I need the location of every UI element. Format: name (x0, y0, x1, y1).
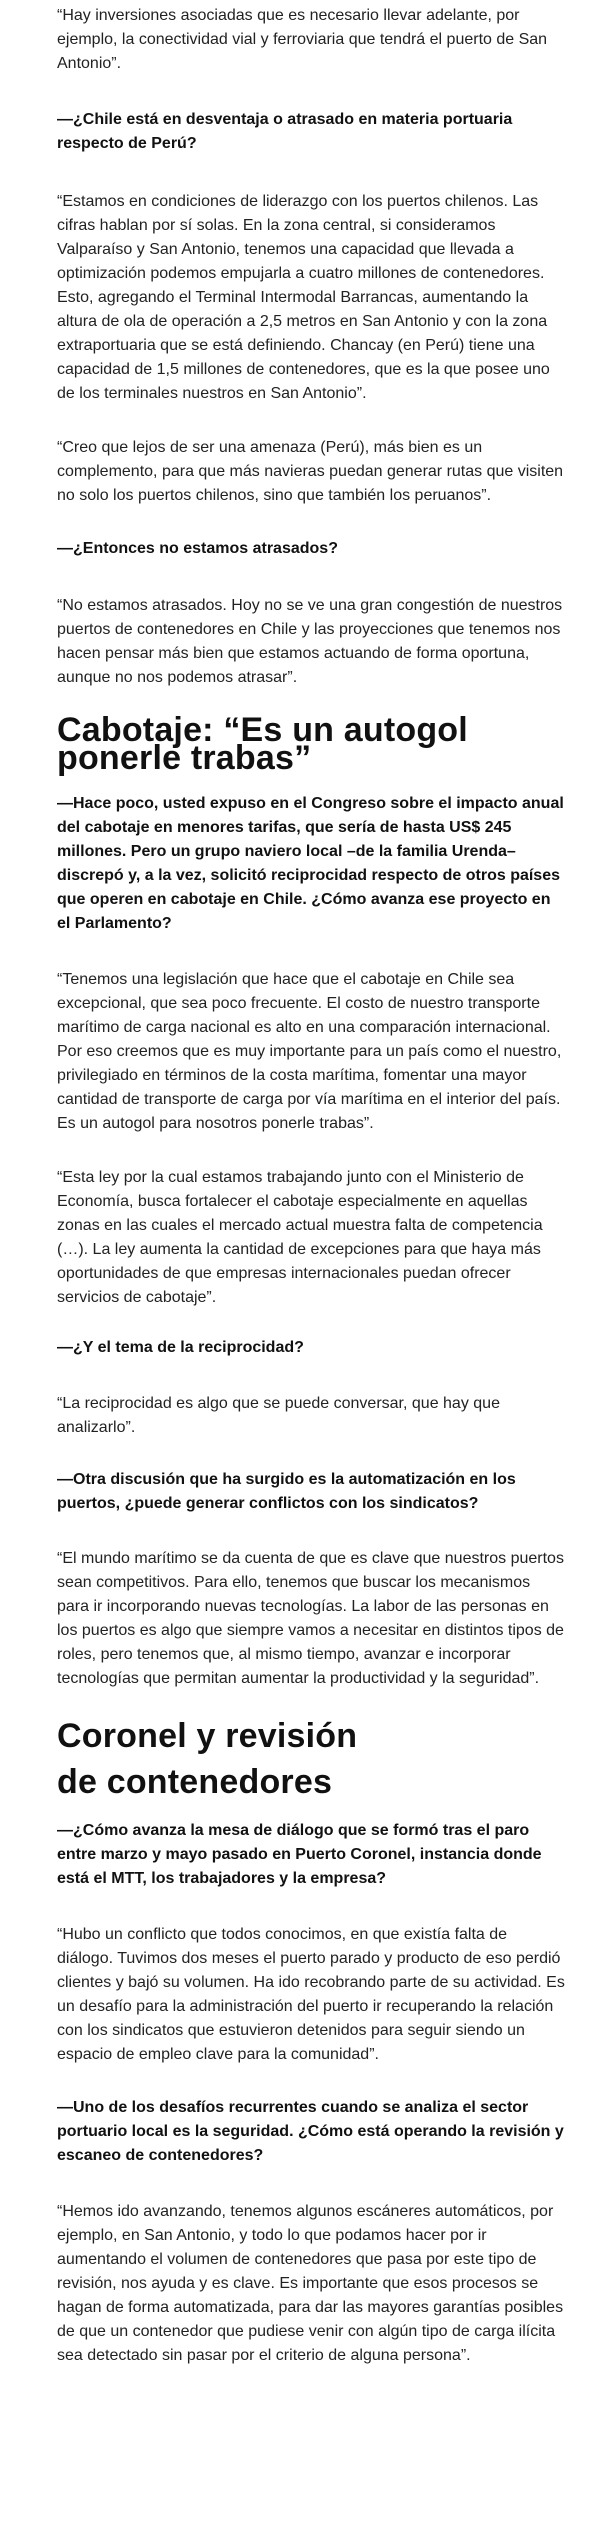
paragraph-mundo-maritimo: “El mundo marítimo se da cuenta de que es clave que nuestros puertos sean competitivos. Para ello, tenemos que buscar los mecanismos para ir incorporando nuevas tecnologías. La labor de las personas en los puertos es algo que siempre vamos a necesitar en distintos tipos de roles, pero tenemos que, al mismo tiempo, avanzar e incorporar tecnologías que permitan aumentar la productividad y la seguridad”. (57, 1550, 564, 1687)
question-desventaja-peru: —¿Chile está en desventaja o atrasado en materia portuaria respecto de Perú? (57, 111, 513, 152)
paragraph-escaneres: “Hemos ido avanzando, tenemos algunos escáneres automáticos, por ejemplo, en San Antonio, y todo lo que podamos hacer por ir aumentando el volumen de contenedores que pasa por este tipo de revisión, nos ayuda y es clave. Es importante que esos procesos se hagan de forma automatizada, para dar las mayores garantías posibles de que un contenedor que pudiese venir con algún tipo de carga ilícita sea detectado sin pasar por el criterio de alguna persona”. (57, 2203, 564, 2364)
question-automatizacion: —Otra discusión que ha surgido es la automatización en los puertos, ¿puede generar conflictos con los sindicatos? (57, 1471, 516, 1512)
paragraph-conflicto-coronel: “Hubo un conflicto que todos conocimos, en que existía falta de diálogo. Tuvimos dos meses el puerto parado y producto de eso perdió clientes y bajó su volumen. Ha ido recobrando parte de su actividad. Es un desafío para la administración del puerto ir recuperando la relación con los sindicatos que estuvieron detenidos para seguir siendo un espacio de empleo clave para la comunidad”. (57, 1926, 565, 2063)
question-reciprocidad: —¿Y el tema de la reciprocidad? (57, 1339, 304, 1356)
paragraph-ley-economia: “Esta ley por la cual estamos trabajando junto con el Ministerio de Economía, busca fortalecer el cabotaje especialmente en aquellas zonas en las cuales el mercado actual muestra falta de competencia (…). La ley aumenta la cantidad de excepciones para que haya más oportunidades de que empresas internacionales puedan ofrecer servicios de cabotaje”. (57, 1169, 543, 1306)
question-cabotaje-congreso: —Hace poco, usted expuso en el Congreso sobre el impacto anual del cabotaje en menores tarifas, que sería de hasta US$ 245 millones. Pero un grupo naviero local –de la familia Urenda– discrepó y, a la vez, solicitó reciprocidad respecto de otros países que operen en cabotaje en Chile. ¿Cómo avanza ese proyecto en el Parlamento? (57, 795, 564, 932)
question-mesa-dialogo: —¿Cómo avanza la mesa de diálogo que se formó tras el paro entre marzo y mayo pasado en Puerto Coronel, instancia donde está el MTT, los trabajadores y la empresa? (57, 1822, 542, 1887)
section-heading-cabotaje: Cabotaje: “Es un autogol ponerle trabas” (57, 711, 468, 777)
paragraph-legislacion-cabotaje: “Tenemos una legislación que hace que el cabotaje en Chile sea excepcional, que sea poco frecuente. El costo de nuestro transporte marítimo de carga nacional es alto en una comparación internacional. Por eso creemos que es muy importante para un país como el nuestro, privilegiado en términos de la costa marítima, fomentar una mayor cantidad de transporte de carga por vía marítima en el interior del país. Es un autogol para nosotros ponerle trabas”. (57, 971, 562, 1132)
question-seguridad: —Uno de los desafíos recurrentes cuando se analiza el sector portuario local es la seguridad. ¿Cómo está operando la revisión y escaneo de contenedores? (57, 2099, 564, 2164)
paragraph-liderazgo: “Estamos en condiciones de liderazgo con los puertos chilenos. Las cifras hablan por sí solas. En la zona central, si consideramos Valparaíso y San Antonio, tenemos una capacidad que llevada a optimización podemos empujarla a cuatro millones de contenedores. Esto, agregando el Terminal Intermodal Barrancas, aumentando la altura de ola de operación a 2,5 metros en San Antonio y con la zona extraportuaria que se está definiendo. Chancay (en Perú) tiene una capacidad de 1,5 millones de contenedores, que es la que posee uno de los terminales nuestros en San Antonio”. (57, 193, 550, 402)
paragraph-no-atrasados: “No estamos atrasados. Hoy no se ve una gran congestión de nuestros puertos de contenedores en Chile y las proyecciones que tenemos nos hacen pensar más bien que estamos actuando de forma oportuna, aunque no nos podemos atrasar”. (57, 597, 563, 686)
section-heading-coronel: Coronel y revisión de contenedores (57, 1717, 358, 1801)
paragraph-reciprocidad: “La reciprocidad es algo que se puede conversar, que hay que analizarlo”. (57, 1395, 500, 1436)
article-body (57, 4, 566, 2368)
paragraph-complemento: “Creo que lejos de ser una amenaza (Perú), más bien es un complemento, para que más navieras puedan generar rutas que visiten no solo los puertos chilenos, sino que también los peruanos”. (57, 439, 564, 504)
paragraph-inversiones: “Hay inversiones asociadas que es necesario llevar adelante, por ejemplo, la conectividad vial y ferroviaria que tendrá el puerto de San Antonio”. (57, 7, 548, 72)
question-atrasados: —¿Entonces no estamos atrasados? (57, 540, 338, 557)
